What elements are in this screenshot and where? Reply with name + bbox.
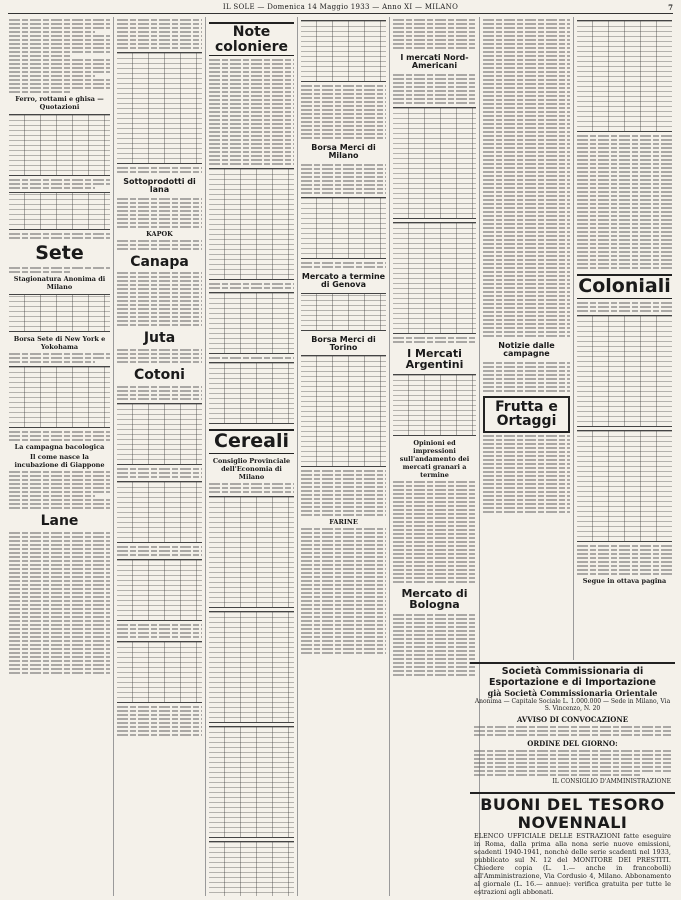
table-borsa-milano xyxy=(301,197,386,259)
table-cereali-2 xyxy=(209,611,294,723)
heading-canapa: Canapa xyxy=(130,253,189,270)
table-cereali-4 xyxy=(209,841,294,896)
heading-borsa-milano: Borsa Merci di Milano xyxy=(311,143,376,161)
table-torino xyxy=(301,355,386,467)
ad-buoni-tesoro xyxy=(470,792,675,896)
heading-cereali: Cereali xyxy=(209,429,294,454)
heading-borsa-sete: Borsa Sete di New York e Yokohama xyxy=(13,334,106,351)
table-borsa-sete xyxy=(9,366,110,428)
heading-campagna-bacologica: La campagna bacologica xyxy=(14,442,105,451)
column-3 xyxy=(206,17,298,896)
heading-cotoni: Cotoni xyxy=(134,367,185,384)
heading-borsa-torino: Borsa Merci di Torino xyxy=(311,334,376,352)
heading-mercato-genova: Mercato a termine di Genova xyxy=(301,271,386,290)
heading-sottoprodotti: Sottoprodotti di lana xyxy=(123,177,196,195)
ad-societa-subtitle: già Società Commissionaria Orientale xyxy=(487,688,658,698)
table-nord-americani-1 xyxy=(393,107,476,219)
heading-farine: FARINE xyxy=(329,518,358,527)
table-genova xyxy=(301,293,386,331)
table-argentini xyxy=(393,374,476,436)
column-2 xyxy=(114,17,206,896)
table-coloniali-3 xyxy=(209,362,294,424)
table-prezzi-lane xyxy=(117,52,202,164)
heading-note-coloniere: Note coloniere xyxy=(209,22,294,56)
table-cotoni-new-orleans xyxy=(117,641,202,703)
table-cotoni-liverpool xyxy=(117,481,202,543)
column-4 xyxy=(298,17,390,896)
column-5 xyxy=(390,17,480,896)
table-borse-top xyxy=(301,20,386,82)
ad-societa-capital: Anonima — Capitale Sociale L. 1.000.000 — Sede in Milano, Via S. Vincenzo, N. 20 xyxy=(474,698,671,712)
table-nord-americani-2 xyxy=(393,222,476,334)
ad-buoni-body: ELENCO UFFICIALE DELLE ESTRAZIONI fatte eseguire in Roma, dalla prima alla nona serie nuove emissioni, scadenti 1940-1941, nonchè delle serie scadenti nel 1933, pubblicato sul N. 12 del MONITORE DEI PRESTITI. Chiedere copia (L. 1.— anche in francobolli) all'Amministrazione, Via Cordusio 4, Milano. Abbonamento al giornale (L. 16.— annue): verifica gratuita per tutte le estrazioni agli abbonati. xyxy=(474,832,671,896)
heading-ferro: Ferro, rottami e ghisa — Quotazioni xyxy=(15,95,104,111)
heading-frutta-ortaggi: Frutta e Ortaggi xyxy=(495,398,558,430)
ad-societa-commissionaria xyxy=(470,662,675,788)
column-1 xyxy=(6,17,114,896)
heading-bologna: Mercato di Bologna xyxy=(401,586,468,612)
table-coloniali-2 xyxy=(209,292,294,354)
table-coloniali-1 xyxy=(209,168,294,280)
heading-consiglio: Consiglio Provinciale dell'Economia di Milano xyxy=(212,457,291,482)
table-coloniali-zucchero xyxy=(577,430,672,542)
table-stagionatura xyxy=(9,294,110,332)
heading-come-nasce: Il come nasce la incubazione di Giappone xyxy=(14,452,105,469)
ad-buoni-title: BUONI DEL TESORO NOVENNALI xyxy=(480,795,665,832)
ad-societa-title: Società Commissionaria di Esportazione e di Importazione xyxy=(489,666,656,688)
table-cereali-1 xyxy=(209,496,294,608)
table-metalli-2 xyxy=(577,20,672,132)
heading-lane: Lane xyxy=(40,512,79,529)
heading-juta: Juta xyxy=(143,330,176,347)
table-metalli xyxy=(9,192,110,230)
heading-stagionatura: Stagionatura Anonima di Milano xyxy=(13,274,106,291)
page-number: 7 xyxy=(668,3,673,12)
masthead-title: IL SOLE — Domenica 14 Maggio 1933 — Anno XI — MILANO xyxy=(222,3,459,11)
table-cotoni-new-york xyxy=(117,403,202,465)
heading-opinioni: Opinioni ed impressioni sull'andamento dei mercati granari a termine xyxy=(399,438,470,479)
ad-societa-avviso: AVVISO DI CONVOCAZIONE xyxy=(516,715,629,724)
heading-sete: Sete xyxy=(35,242,84,264)
heading-notizie: Notizie dalle campagne xyxy=(498,341,555,359)
table-cotoni-alessandria xyxy=(117,559,202,621)
heading-kapok: KAPOK xyxy=(146,229,173,238)
seguito-note: Segue in ottava pagina xyxy=(582,576,667,585)
heading-nord-americani: I mercati Nord-Americani xyxy=(400,53,469,71)
column-6 xyxy=(480,17,574,660)
table-coloniali-caffe xyxy=(577,315,672,427)
table-cereali-3 xyxy=(209,726,294,838)
column-7 xyxy=(574,17,675,660)
table-ferro xyxy=(9,114,110,176)
masthead xyxy=(8,3,673,14)
heading-coloniali: Coloniali xyxy=(578,275,671,297)
ad-societa-signature: IL CONSIGLIO D'AMMINISTRAZIONE xyxy=(552,778,671,785)
ad-societa-ordine: ORDINE DEL GIORNO: xyxy=(527,739,618,748)
heading-argentini: I Mercati Argentini xyxy=(405,346,464,372)
